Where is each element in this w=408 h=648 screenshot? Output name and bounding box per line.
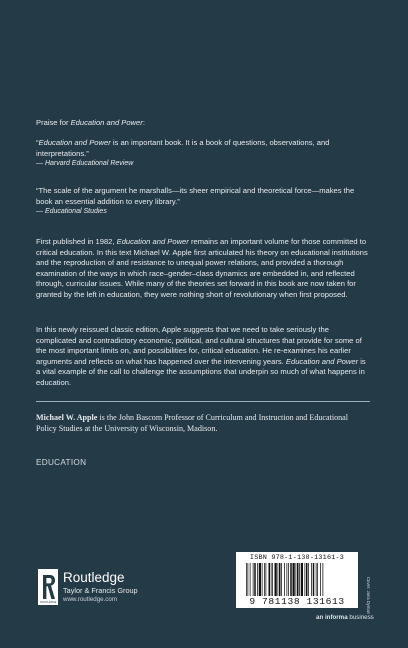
barcode-bar bbox=[250, 563, 251, 596]
description-p2-title: Education and Power bbox=[285, 356, 359, 366]
praise-heading-suffix: : bbox=[142, 118, 145, 127]
praise-heading-title: Education and Power bbox=[70, 118, 143, 127]
barcode-bar bbox=[246, 563, 247, 596]
quote-1-open: “ bbox=[36, 138, 39, 147]
quote-2-text: “The scale of the argument he marshalls—its sheer empirical and theoretical force—makes the book an essential addition to every library.” bbox=[36, 186, 355, 206]
routledge-mark-text: ROUTLEDGE bbox=[40, 601, 57, 604]
description-p2-before: In this newly reissued classic edition, Apple suggests that we need to take seriously the complicated and contradictory economic, political, and cultural structures that provide for some of the most important limits on, and possibilities for, critical education. He re-examines his earlier arguments and reflects on what has happened over the intervening years. bbox=[36, 325, 362, 366]
routledge-logo-icon bbox=[38, 569, 58, 605]
description-paragraph-2 bbox=[36, 325, 370, 389]
isbn-text: ISBN 978-1-138-13161-3 bbox=[249, 554, 345, 562]
barcode-bar bbox=[269, 563, 271, 596]
category-label: EDUCATION bbox=[36, 458, 87, 467]
description-p2-after: is a vital example of the call to challenge the assumptions that underpin so much of what happens in education. bbox=[36, 356, 366, 387]
barcode-bar bbox=[272, 563, 273, 596]
barcode-bar bbox=[288, 563, 289, 596]
praise-heading-prefix: Praise for bbox=[36, 118, 71, 127]
quote-2 bbox=[36, 186, 370, 218]
informa-rest: business bbox=[347, 614, 374, 621]
quote-1 bbox=[36, 138, 370, 170]
barcode-bar bbox=[257, 563, 258, 596]
quote-1-text: is an important book. It is a book of questions, observations, and interpretations.” bbox=[36, 138, 330, 158]
barcode-bar bbox=[305, 563, 306, 596]
barcode-bar bbox=[308, 563, 309, 596]
barcode-bar bbox=[262, 563, 263, 596]
quote-1-title: Education and Power bbox=[38, 138, 111, 147]
description-paragraph-1 bbox=[36, 237, 370, 301]
description-p1-after: remains an important volume for those committed to critical education. In this text Michael W. Apple first articulated his theory on educational institutions and the reproduction of and resistance to unequal power relations, and provided a thorough examination of the ways in which race–gender–class dynamics are embedded in, and reflected through, curricular issues. While many of the theories set forward in this book are now taken for granted by the left in education, they were nothing short of revolutionary when first proposed. bbox=[36, 237, 368, 299]
description-p1-before: First published in 1982, bbox=[36, 237, 117, 246]
author-bio bbox=[36, 412, 370, 434]
author-bio-text: is the John Bascom Professor of Curriculum and Instruction and Educational Policy Studies at the University of Wisconsin, Madison. bbox=[36, 413, 349, 434]
barcode-bars-icon bbox=[246, 563, 350, 596]
barcode-bar bbox=[316, 563, 317, 596]
divider bbox=[36, 401, 370, 402]
barcode-bar bbox=[264, 563, 265, 596]
ean-text: 9 781138 131613 bbox=[249, 596, 345, 607]
quote-1-source: — Harvard Educational Review bbox=[36, 160, 134, 168]
barcode-bar bbox=[287, 563, 288, 596]
publisher-group: Taylor & Francis Group bbox=[63, 586, 138, 595]
publisher-url: www.routledge.com bbox=[63, 596, 117, 603]
barcode-bar bbox=[313, 563, 315, 596]
author-name: Michael W. Apple bbox=[36, 413, 98, 422]
barcode-bar bbox=[306, 563, 308, 596]
barcode-bar bbox=[323, 563, 324, 596]
barcode-bar bbox=[299, 563, 300, 596]
publisher-name: Routledge bbox=[63, 570, 125, 585]
barcode-bar bbox=[311, 563, 312, 596]
barcode-bar bbox=[317, 563, 318, 596]
cover-credit: Cover: Jana Dyman bbox=[366, 577, 371, 615]
barcode-bar bbox=[259, 563, 261, 596]
barcode-bar bbox=[320, 563, 321, 596]
barcode-bar bbox=[296, 563, 297, 596]
praise-heading bbox=[36, 118, 145, 127]
barcode-bar bbox=[278, 563, 279, 596]
barcode-bar bbox=[279, 563, 281, 596]
barcode-bar bbox=[293, 563, 295, 596]
barcode-bar bbox=[290, 563, 292, 596]
barcode-bar bbox=[281, 563, 282, 596]
barcode-bar bbox=[275, 563, 277, 596]
publisher-logo bbox=[38, 569, 178, 609]
description-p1-title: Education and Power bbox=[116, 237, 189, 246]
barcode-bar bbox=[253, 563, 254, 596]
barcode-bar bbox=[301, 563, 303, 596]
barcode bbox=[236, 552, 358, 608]
barcode-bar bbox=[297, 563, 299, 596]
quote-2-source: — Educational Studies bbox=[36, 208, 107, 216]
informa-bold: an informa bbox=[316, 614, 348, 621]
barcode-bar bbox=[254, 563, 256, 596]
barcode-bar bbox=[266, 563, 267, 596]
barcode-bar bbox=[284, 563, 285, 596]
barcode-bar bbox=[271, 563, 272, 596]
barcode-bar bbox=[248, 563, 249, 596]
